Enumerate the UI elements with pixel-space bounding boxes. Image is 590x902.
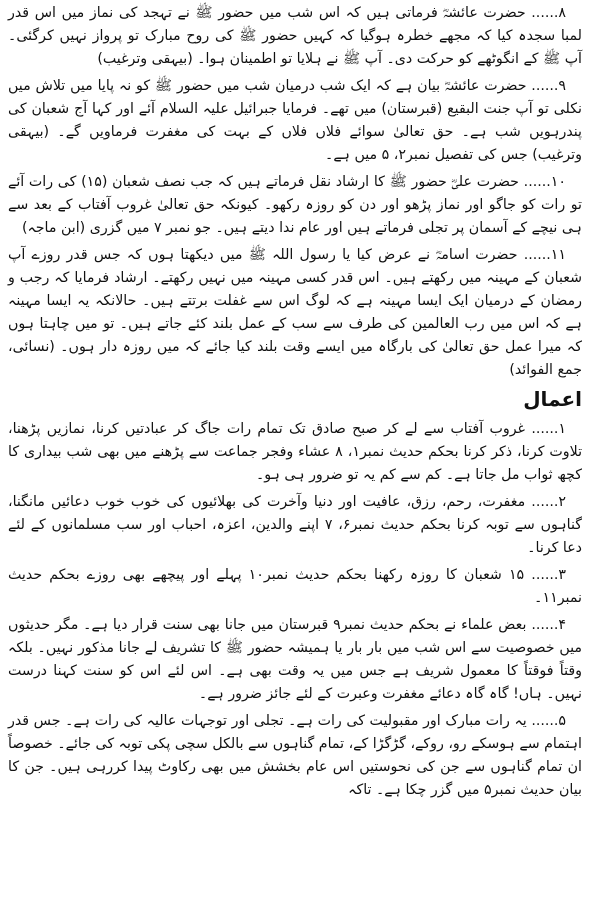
section-heading-aamaal: اعمال xyxy=(523,387,582,411)
paragraph-hadith-10: ۱۰...... حضرت علیؓ حضور ﷺ کا ارشاد نقل فرماتے ہیں کہ جب نصف شعبان (۱۵) کی رات آئے تو رات کو جاگو اور نماز پڑھو اور دن کو روزہ رکھو۔ کیونکہ حق تعالیٰ غروب آفتاب کے بعد سے ہی نیچے کے آسمان پر تجلی فرماتے ہیں اور عام ندا دیتے ہیں۔ جو نمبر ۷ میں گزری (ابن ماجہ) xyxy=(8,174,582,236)
paragraph-amal-4: ۴...... بعض علماء نے بحکم حدیث نمبر۹ قبرستان میں جانا بھی سنت قرار دیا ہے۔ مگر حدیثوں میں خصوصیت سے اس شب میں بار بار یا ہمیشہ حضور ﷺ کا تشریف لے جانا مذکور نہیں۔ بلکہ وقتاً فوقتاً کا معمول شریف ہے جس میں یہ وقت بھی ہے۔ اس لئے اس کو سنت کہنا درست نہیں۔ ہاں! گاہ گاہ دعائے مغفرت وعبرت کے لئے جائز ضرور ہے۔ xyxy=(8,617,582,702)
paragraph-hadith-9: ۹...... حضرت عائشہؓ بیان ہے کہ ایک شب درمیان شب میں حضور ﷺ کو نہ پایا میں تلاش میں نکلی تو آپ جنت البقیع (قبرستان) میں تھے۔ فرمایا جبرائیل علیہ السلام آئے اور کہا آج شعبان کی پندرہویں شب ہے۔ حق تعالیٰ سوائے فلاں فلاں کے بہت کی مغفرت فرماویں گے۔ (بیہقی وترغیب) جس کی تفصیل نمبر۲، ۵ میں ہے۔ xyxy=(8,78,582,163)
paragraph-amal-1: ۱...... غروب آفتاب سے لے کر صبح صادق تک تمام رات جاگ کر عبادتیں کرنا، نمازیں پڑھنا، تلاوت کرنا، ذکر کرنا بحکم حدیث نمبر۱، ۸ عشاء وفجر جماعت سے پڑھنے میں بھی شب بیداری کا کچھ ثواب مل جاتا ہے۔ کم سے کم یہ تو ضرور ہی ہو۔ xyxy=(8,421,583,483)
paragraph-hadith-8: ۸...... حضرت عائشہؓ فرماتی ہیں کہ اس شب میں حضور ﷺ نے تہجد کی نماز میں اس قدر لمبا سجدہ کیا کہ مجھے خطرہ ہوگیا کہ کہیں حضور ﷺ کی روح مبارک تو پرواز نہیں کرگئی۔ آپ ﷺ کے انگوٹھے کو حرکت دی۔ آپ ﷺ نے ہلایا تو اطمینان ہوا۔ (بیہقی وترغیب) xyxy=(8,5,582,67)
paragraph-hadith-11: ۱۱...... حضرت اسامہؓ نے عرض کیا یا رسول اللہ ﷺ میں دیکھتا ہوں کہ جس قدر روزے آپ شعبان کے مہینہ میں رکھتے ہیں۔ اس قدر کسی مہینہ میں نہیں رکھتے۔ ارشاد فرمایا کہ رجب و رمضان کے درمیان ایک ایسا مہینہ ہے کہ لوگ اس سے غفلت برتتے ہیں۔ حالانکہ یہ ایسا مہینہ ہے کہ اس میں رب العالمین کی طرف سے سب کے عمل بلند کئے جاتے ہیں۔ تو میں چاہتا ہوں کہ میرا عمل حق تعالیٰ کی بارگاہ میں ایسے وقت بلند کیا جائے کہ میں روزہ دار ہوں۔ (نسائی، جمع الفوائد) xyxy=(8,247,582,378)
paragraph-amal-2: ۲...... مغفرت، رحم، رزق، عافیت اور دنیا وآخرت کی بھلائیوں کی خوب خوب دعائیں مانگنا، گناہوں سے توبہ کرنا بحکم حدیث نمبر۶، ۷ اپنے والدین، اعزہ، احباب اور سب مسلمانوں کے لئے دعا کرنا۔ xyxy=(8,494,582,556)
paragraph-amal-5: ۵...... یہ رات مبارک اور مقبولیت کی رات ہے۔ تجلی اور توجہات عالیہ کی رات ہے۔ جس قدر اہتمام سے ہوسکے رو، روکے، گڑگڑا کے، تمام گناہوں سے بالکل سچی پکی توبہ کی جائے۔ خصوصاً ان تمام گناہوں سے جن کی نحوستیں اس عام بخشش میں بھی رکاوٹ پیدا کررہی ہیں۔ جن کا بیان حدیث نمبر۵ میں گزر چکا ہے۔ تاکہ xyxy=(8,713,582,798)
paragraph-amal-3: ۳...... ۱۵ شعبان کا روزہ رکھنا بحکم حدیث نمبر۱۰ پہلے اور پیچھے بھی روزے بحکم حدیث نمبر۱۱۔ xyxy=(8,567,582,606)
